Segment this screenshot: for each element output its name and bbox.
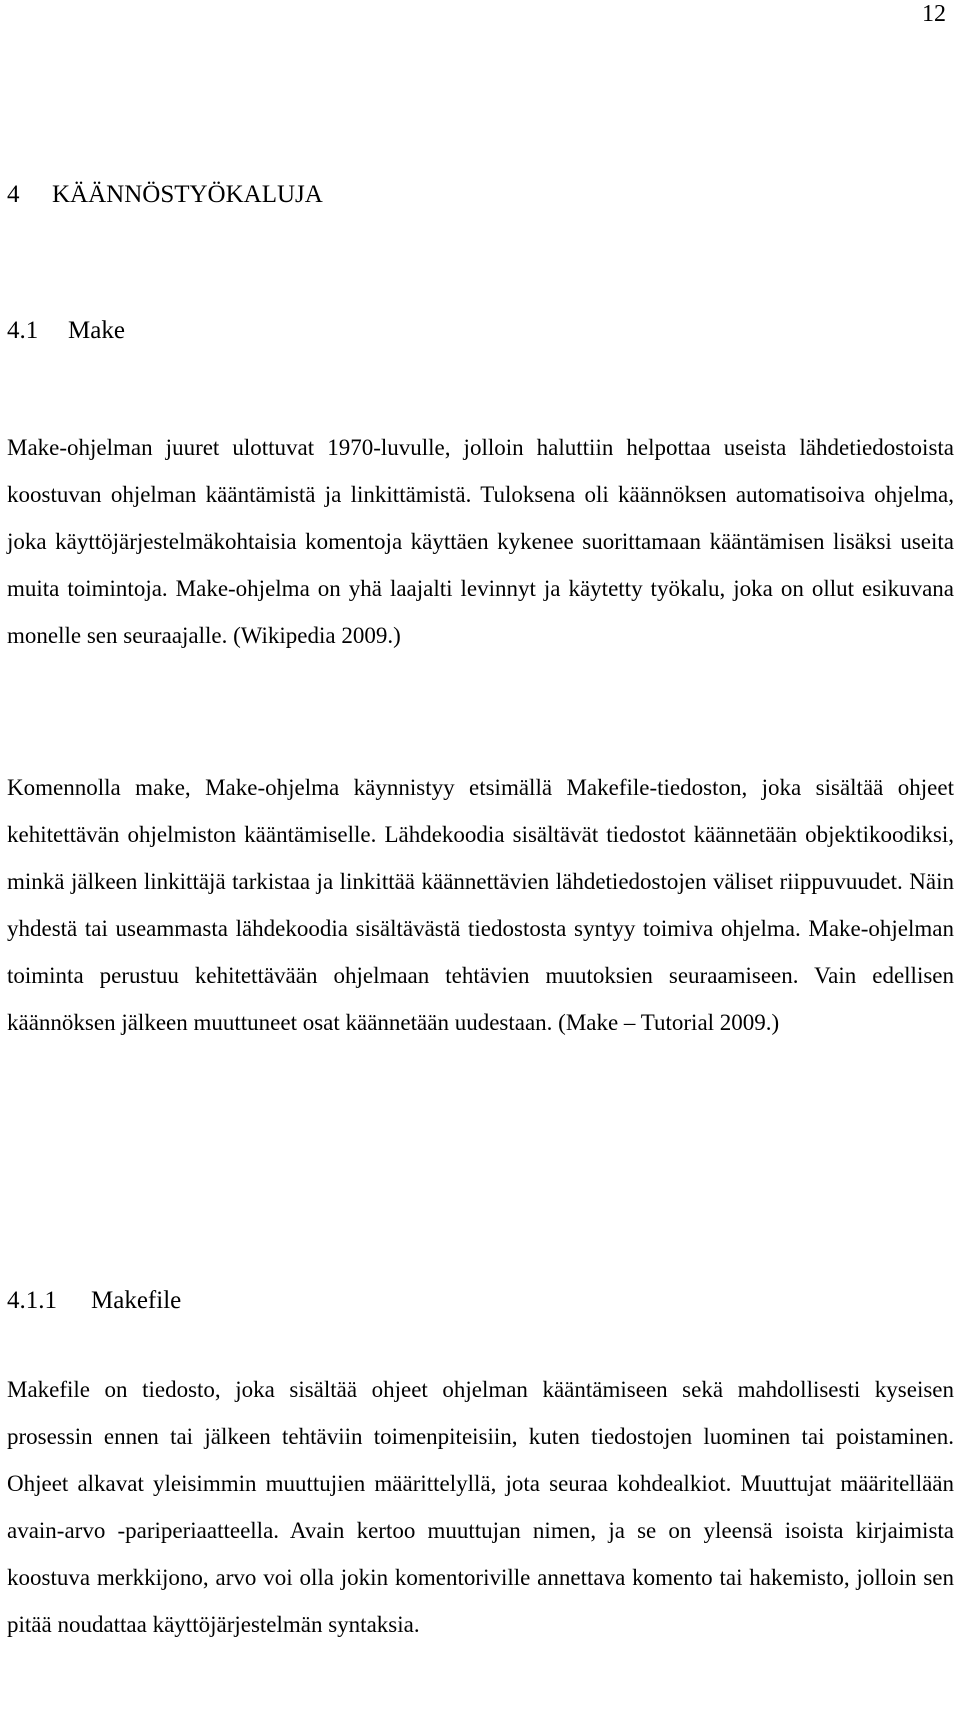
section-heading [7, 316, 125, 346]
chapter-heading [7, 180, 323, 210]
chapter-number: 4 [7, 181, 20, 208]
subsection-title: Makefile [91, 1287, 182, 1314]
chapter-title: KÄÄNNÖSTYÖKALUJA [52, 181, 323, 208]
page-number: 12 [922, 1, 946, 27]
paragraph-make-history: Make-ohjelman juuret ulottuvat 1970-luvulle, jolloin haluttiin helpottaa useista lähdetiedostoista koostuvan ohjelman kääntämistä ja linkittämistä. Tuloksena oli käännöksen automatisoiva ohjelma, joka käyttöjärjestelmäkohtaisia komentoja käyttäen kykenee suorittamaan kääntämisen lisäksi useita muita toimintoja. Make-ohjelma on yhä laajalti levinnyt ja käytetty työkalu, joka on ollut esikuvana monelle sen seuraajalle. (Wikipedia 2009.) [7, 435, 954, 648]
paragraph-make-command: Komennolla make, Make-ohjelma käynnistyy etsimällä Makefile-tiedoston, joka sisältää ohjeet kehitettävän ohjelmiston kääntämiselle. Lähdekoodia sisältävät tiedostot käännetään objektikoodiksi, minkä jälkeen linkittäjä tarkistaa ja linkittää käännettävien lähdetiedostojen väliset riippuvuudet. Näin yhdestä tai useammasta lähdekoodia sisältävästä tiedostosta syntyy toimiva ohjelma. Make-ohjelman toiminta perustuu kehitettävään ohjelmaan tehtävien muutoksien seuraamiseen. Vain edellisen käännöksen jälkeen muuttuneet osat käännetään uudestaan. (Make – Tutorial 2009.) [7, 775, 954, 1035]
section-title: Make [68, 317, 125, 344]
section-number: 4.1 [7, 317, 39, 344]
subsection-heading [7, 1286, 181, 1316]
paragraph-makefile: Makefile on tiedosto, joka sisältää ohjeet ohjelman kääntämiseen sekä mahdollisesti kyseisen prosessin ennen tai jälkeen tehtäviin toimenpiteisiin, kuten tiedostojen luominen tai poistaminen. Ohjeet alkavat yleisimmin muuttujien määrittelyllä, jota seuraa kohdealkiot. Muuttujat määritellään avain-arvo -pariperiaatteella. Avain kertoo muuttujan nimen, ja se on yleensä isoista kirjaimista koostuva merkkijono, arvo voi olla jokin komentoriville annettava komento tai hakemisto, jolloin sen pitää noudattaa käyttöjärjestelmän syntaksia. [7, 1377, 954, 1637]
subsection-number: 4.1.1 [7, 1287, 57, 1314]
